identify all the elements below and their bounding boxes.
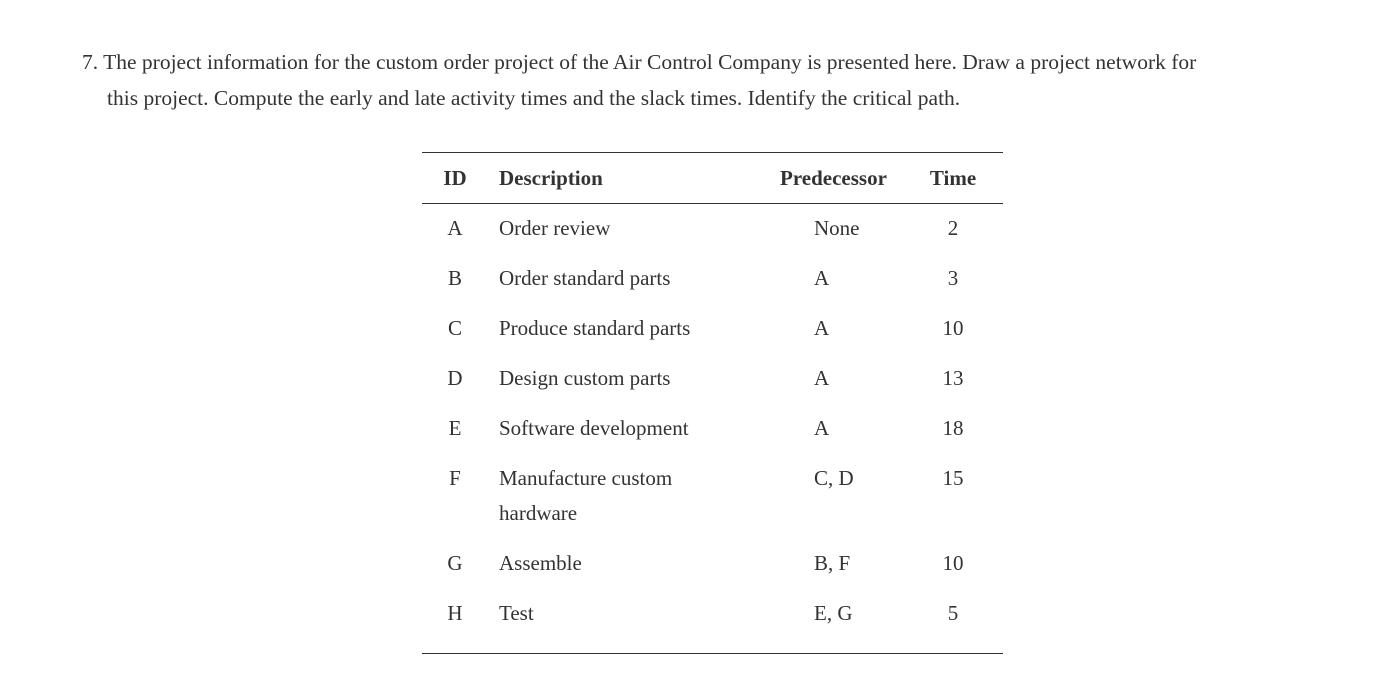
cell-description: Design custom parts [499, 366, 671, 390]
cell-predecessor: C, D [814, 466, 854, 490]
table-row [422, 549, 1003, 599]
cell-predecessor: A [814, 416, 830, 440]
cell-time: 10 [942, 316, 964, 340]
cell-time: 5 [947, 601, 959, 625]
question-line-1: The project information for the custom order project of the Air Control Company is presented here. Draw a project network for [103, 50, 1197, 74]
cell-time: 18 [942, 416, 964, 440]
table-header [422, 153, 1003, 204]
table-row [422, 599, 1003, 649]
cell-predecessor: A [814, 366, 830, 390]
cell-time: 15 [942, 466, 964, 490]
cell-id: D [447, 366, 463, 390]
cell-id: E [448, 416, 462, 440]
header-time: Time [929, 166, 977, 190]
question-text [82, 44, 1332, 116]
table-row [422, 314, 1003, 364]
cell-predecessor: B, F [814, 551, 851, 575]
cell-description: Assemble [499, 551, 582, 575]
table-row [422, 464, 1003, 549]
cell-id: H [447, 601, 463, 625]
cell-description: Manufacture custom hardware [499, 466, 673, 525]
cell-time: 3 [947, 266, 959, 290]
table-row [422, 364, 1003, 414]
cell-id: G [447, 551, 463, 575]
question-line-2: this project. Compute the early and late activity times and the slack times. Identify the critical path. [107, 86, 961, 110]
cell-id: B [447, 266, 462, 290]
header-description: Description [499, 166, 603, 190]
cell-description: Order review [499, 216, 611, 240]
cell-id: C [447, 316, 462, 340]
cell-description: Order standard parts [499, 266, 671, 290]
project-activity-table [422, 152, 1003, 654]
header-id: ID [443, 166, 467, 190]
table-row [422, 264, 1003, 314]
table-row [422, 214, 1003, 264]
cell-id: A [447, 216, 463, 240]
cell-description: Produce standard parts [499, 316, 691, 340]
table-body [422, 204, 1003, 653]
cell-predecessor: A [814, 316, 830, 340]
cell-predecessor: None [814, 216, 860, 240]
cell-time: 10 [942, 551, 964, 575]
header-predecessor: Predecessor [780, 166, 887, 190]
question-number: 7. [82, 50, 99, 74]
cell-description: Test [499, 601, 534, 625]
cell-id: F [449, 466, 461, 490]
cell-time: 2 [947, 216, 959, 240]
table-row [422, 414, 1003, 464]
cell-predecessor: A [814, 266, 830, 290]
cell-predecessor: E, G [814, 601, 853, 625]
cell-description: Software development [499, 416, 689, 440]
cell-time: 13 [942, 366, 964, 390]
